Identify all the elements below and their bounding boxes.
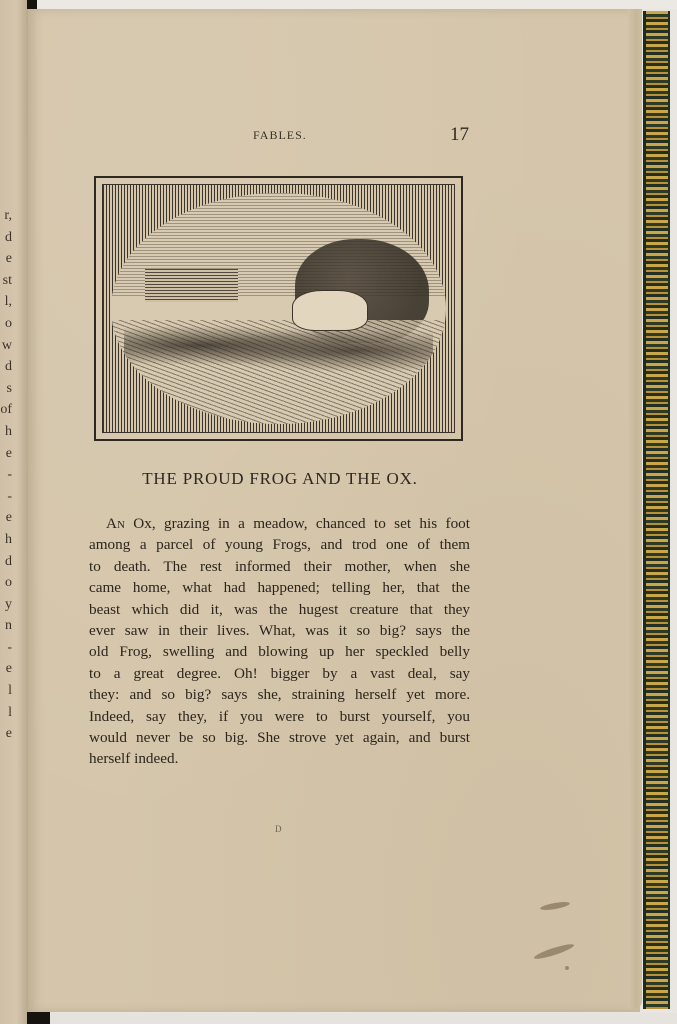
facing-line-ending: o: [5, 315, 12, 331]
engraving-hatched-border: [102, 184, 455, 433]
text-line: Indeed, say they, if you were to burst yourself, you: [89, 707, 470, 725]
running-head: FABLES.: [253, 128, 307, 142]
gilt-binding-edge: [643, 11, 670, 1009]
facing-line-ending: l,: [4, 294, 12, 310]
facing-line-ending: h: [5, 531, 12, 547]
oval-vignette: [111, 193, 446, 424]
text-line: would never be so big. She strove yet again, and burst: [89, 729, 470, 747]
fable-text: [89, 513, 470, 770]
text-line: beast which did it, was the hugest creature that they: [89, 600, 470, 618]
text-line: they: and so big? says she, straining herself yet more.: [89, 686, 470, 704]
text-line: to death. The rest informed their mother, when she: [89, 557, 470, 575]
facing-line-ending: l: [8, 704, 12, 720]
facing-line-ending: -: [7, 639, 12, 655]
facing-line-ending: d: [5, 359, 12, 375]
facing-line-ending: r,: [4, 208, 12, 223]
text-line: old Frog, swelling and blowing up her speckled belly: [89, 643, 470, 661]
text-line: ever saw in their lives. What, was it so big? says the: [89, 622, 470, 640]
facing-line-ending: n: [5, 618, 12, 634]
page-number: 17: [450, 124, 469, 145]
facing-line-ending: s: [6, 380, 12, 396]
facing-line-ending: st: [2, 272, 12, 288]
facing-line-ending: -: [7, 488, 12, 504]
text-line: among a parcel of young Frogs, and trod one of them: [89, 536, 470, 554]
book-page: [28, 9, 640, 1012]
facing-line-ending: of: [0, 402, 12, 418]
facing-line-ending: h: [5, 423, 12, 439]
facing-page-edge: [0, 0, 28, 1024]
fable-title: THE PROUD FROG AND THE OX.: [142, 469, 418, 488]
facing-line-ending: e: [5, 445, 12, 461]
page-fore-edge: [628, 9, 642, 1009]
facing-line-ending: w: [1, 337, 12, 353]
facing-line-ending: e: [5, 661, 12, 677]
foreground-plants-engraving: [124, 320, 432, 371]
facing-line-ending: l: [8, 683, 12, 699]
facing-line-ending: -: [7, 467, 12, 483]
cover-corner-bottom: [27, 1012, 50, 1024]
facing-line-ending: e: [5, 726, 12, 742]
text-line: An Ox, grazing in a meadow, chanced to set his foot: [106, 515, 470, 532]
facing-line-ending: e: [5, 510, 12, 526]
facing-line-ending: e: [5, 251, 12, 267]
farmhouse-engraving: [145, 269, 239, 301]
text-line: came home, what had happened; telling her, that the: [89, 579, 470, 597]
scan-background-bottom: [0, 1013, 677, 1024]
signature-mark: D: [275, 824, 282, 834]
facing-line-ending: d: [5, 229, 12, 245]
facing-line-ending: y: [5, 596, 12, 612]
text-line: to a great degree. Oh! bigger by a vast deal, say: [89, 664, 470, 682]
engraving-illustration: [94, 176, 463, 441]
facing-line-ending: o: [5, 575, 12, 591]
cover-corner-top: [27, 0, 37, 9]
opening-word: An: [106, 515, 125, 532]
facing-line-ending: d: [5, 553, 12, 569]
foxing-stain: [565, 966, 569, 970]
scan-background-top: [0, 0, 677, 9]
text-line: herself indeed.: [89, 750, 179, 768]
